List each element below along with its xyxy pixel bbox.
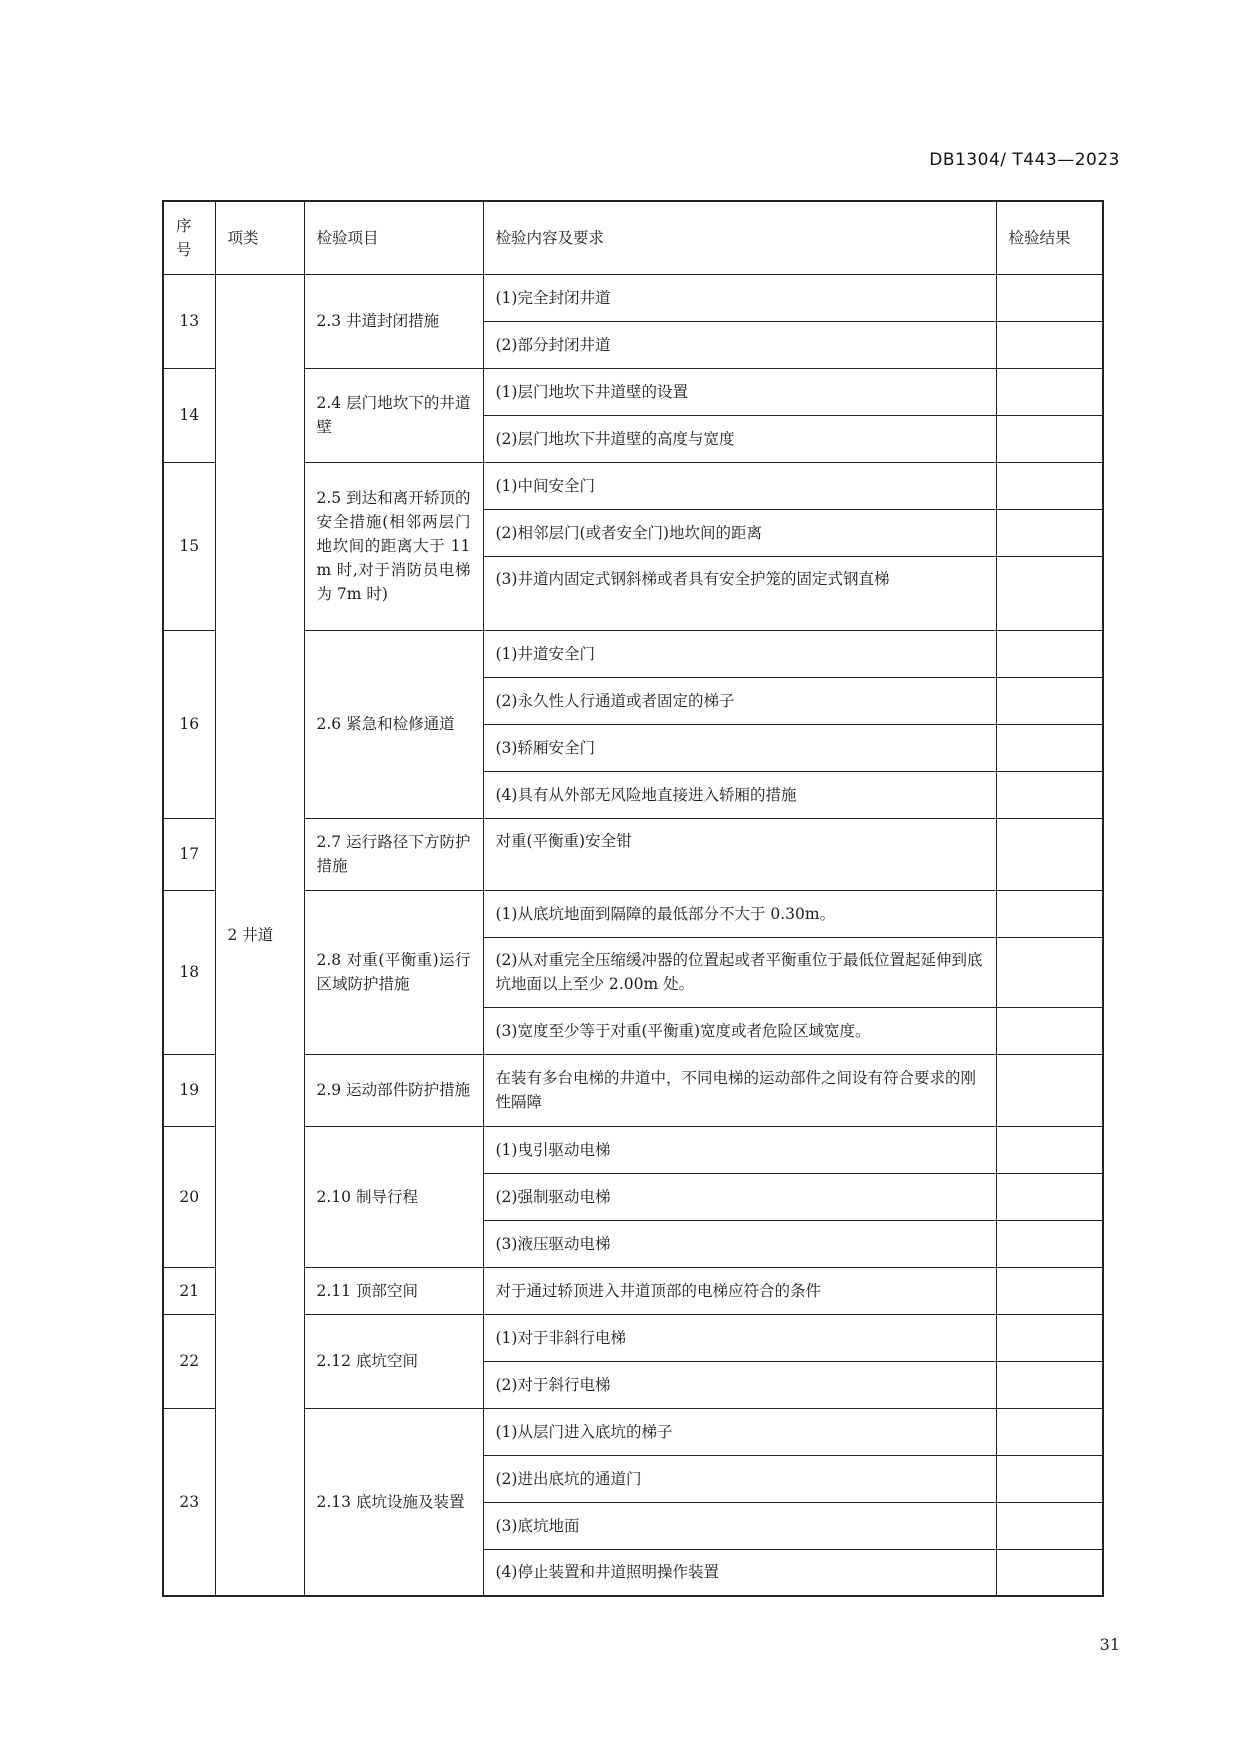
result-cell: [996, 1408, 1103, 1455]
table-row: [163, 890, 1103, 937]
document-code: DB1304/ T443—2023: [929, 150, 1120, 170]
content-cell: 对于通过轿顶进入井道顶部的电梯应符合的条件: [483, 1267, 996, 1314]
content-cell: (3)宽度至少等于对重(平衡重)宽度或者危险区域宽度。: [483, 1007, 996, 1054]
content-cell: (3)轿厢安全门: [483, 724, 996, 771]
table-header-row: [163, 201, 1103, 274]
item-cell: 2.8 对重(平衡重)运行区域防护措施: [304, 890, 483, 1054]
result-cell: [996, 630, 1103, 677]
content-cell: (1)从底坑地面到隔障的最低部分不大于 0.30m。: [483, 890, 996, 937]
result-cell: [996, 771, 1103, 818]
table-row: [163, 1267, 1103, 1314]
result-cell: [996, 1007, 1103, 1054]
header-seq: 序号: [163, 201, 215, 274]
result-cell: [996, 1455, 1103, 1502]
result-cell: [996, 1173, 1103, 1220]
result-cell: [996, 462, 1103, 509]
header-content: 检验内容及要求: [483, 201, 996, 274]
content-cell: (2)对于斜行电梯: [483, 1361, 996, 1408]
category-cell: 2 井道: [215, 274, 304, 1596]
table-row: [163, 368, 1103, 415]
header-category: 项类: [215, 201, 304, 274]
result-cell: [996, 677, 1103, 724]
content-cell: (3)底坑地面: [483, 1502, 996, 1549]
result-cell: [996, 1267, 1103, 1314]
header-item: 检验项目: [304, 201, 483, 274]
result-cell: [996, 1314, 1103, 1361]
result-cell: [996, 937, 1103, 1007]
seq-cell: 18: [163, 890, 215, 1054]
content-cell: (1)对于非斜行电梯: [483, 1314, 996, 1361]
seq-cell: 17: [163, 818, 215, 890]
content-cell: (1)中间安全门: [483, 462, 996, 509]
item-cell: 2.4 层门地坎下的井道壁: [304, 368, 483, 462]
seq-cell: 15: [163, 462, 215, 630]
content-cell: 对重(平衡重)安全钳: [483, 818, 996, 890]
table-row: [163, 274, 1103, 321]
result-cell: [996, 1361, 1103, 1408]
content-cell: (4)停止装置和井道照明操作装置: [483, 1549, 996, 1596]
header-result: 检验结果: [996, 201, 1103, 274]
item-cell: 2.9 运动部件防护措施: [304, 1054, 483, 1126]
result-cell: [996, 274, 1103, 321]
content-cell: (2)部分封闭井道: [483, 321, 996, 368]
content-cell: (4)具有从外部无风险地直接进入轿厢的措施: [483, 771, 996, 818]
item-cell: 2.6 紧急和检修通道: [304, 630, 483, 818]
seq-cell: 23: [163, 1408, 215, 1596]
content-cell: (2)进出底坑的通道门: [483, 1455, 996, 1502]
table-row: [163, 630, 1103, 677]
item-cell: 2.7 运行路径下方防护措施: [304, 818, 483, 890]
seq-cell: 22: [163, 1314, 215, 1408]
table-row: [163, 1408, 1103, 1455]
content-cell: 在装有多台电梯的井道中，不同电梯的运动部件之间设有符合要求的刚性隔障: [483, 1054, 996, 1126]
result-cell: [996, 890, 1103, 937]
item-cell: 2.12 底坑空间: [304, 1314, 483, 1408]
item-cell: 2.13 底坑设施及装置: [304, 1408, 483, 1596]
seq-cell: 20: [163, 1126, 215, 1267]
content-cell: (1)曳引驱动电梯: [483, 1126, 996, 1173]
item-cell: 2.5 到达和离开轿顶的安全措施(相邻两层门地坎间的距离大于 11m 时,对于消防员电梯为 7m 时): [304, 462, 483, 630]
inspection-table: [162, 200, 1104, 1597]
content-cell: (2)从对重完全压缩缓冲器的位置起或者平衡重位于最低位置起延伸到底坑地面以上至少 2.00m 处。: [483, 937, 996, 1007]
item-cell: 2.10 制导行程: [304, 1126, 483, 1267]
result-cell: [996, 556, 1103, 630]
content-cell: (2)强制驱动电梯: [483, 1173, 996, 1220]
content-cell: (3)液压驱动电梯: [483, 1220, 996, 1267]
table-row: [163, 1314, 1103, 1361]
result-cell: [996, 1054, 1103, 1126]
result-cell: [996, 724, 1103, 771]
result-cell: [996, 1126, 1103, 1173]
content-cell: (1)层门地坎下井道壁的设置: [483, 368, 996, 415]
table-row: [163, 462, 1103, 509]
seq-cell: 14: [163, 368, 215, 462]
content-cell: (2)永久性人行通道或者固定的梯子: [483, 677, 996, 724]
content-cell: (2)相邻层门(或者安全门)地坎间的距离: [483, 509, 996, 556]
result-cell: [996, 415, 1103, 462]
seq-cell: 13: [163, 274, 215, 368]
table-row: [163, 818, 1103, 890]
table-row: [163, 1054, 1103, 1126]
result-cell: [996, 321, 1103, 368]
result-cell: [996, 818, 1103, 890]
result-cell: [996, 1502, 1103, 1549]
result-cell: [996, 509, 1103, 556]
result-cell: [996, 1549, 1103, 1596]
seq-cell: 21: [163, 1267, 215, 1314]
seq-cell: 16: [163, 630, 215, 818]
page-number: 31: [1099, 1635, 1120, 1654]
result-cell: [996, 368, 1103, 415]
item-cell: 2.11 顶部空间: [304, 1267, 483, 1314]
content-cell: (3)井道内固定式钢斜梯或者具有安全护笼的固定式钢直梯: [483, 556, 996, 630]
item-cell: 2.3 井道封闭措施: [304, 274, 483, 368]
seq-cell: 19: [163, 1054, 215, 1126]
table-row: [163, 1126, 1103, 1173]
content-cell: (2)层门地坎下井道壁的高度与宽度: [483, 415, 996, 462]
content-cell: (1)完全封闭井道: [483, 274, 996, 321]
result-cell: [996, 1220, 1103, 1267]
content-cell: (1)从层门进入底坑的梯子: [483, 1408, 996, 1455]
content-cell: (1)井道安全门: [483, 630, 996, 677]
